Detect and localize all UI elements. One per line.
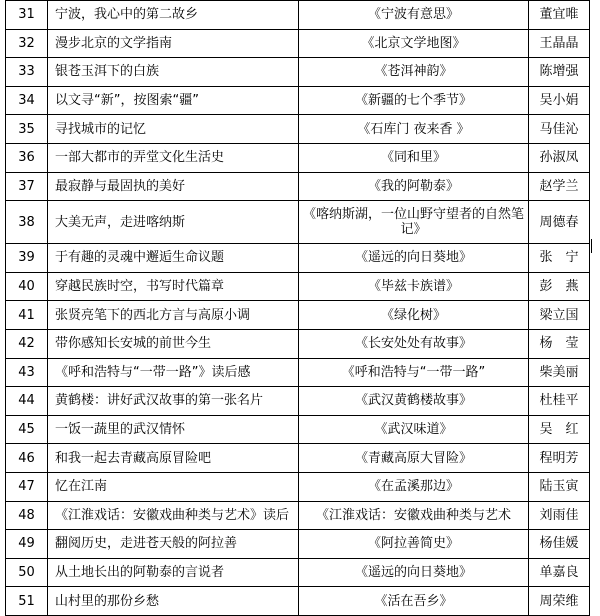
book-title: 《我的阿勒泰》	[299, 172, 529, 201]
table-row	[6, 1, 590, 30]
row-number: 32	[6, 29, 48, 58]
row-number: 34	[6, 86, 48, 115]
table-row	[6, 58, 590, 87]
table-row	[6, 172, 590, 201]
row-number: 31	[6, 1, 48, 30]
table-row	[6, 329, 590, 358]
essay-title: 忆在江南	[48, 472, 299, 501]
table-row	[6, 86, 590, 115]
essay-title: 漫步北京的文学指南	[48, 29, 299, 58]
table-row	[6, 587, 590, 616]
author-name: 陈增强	[529, 58, 590, 87]
table-row	[6, 415, 590, 444]
table-row	[6, 358, 590, 387]
essay-title: 山村里的那份乡愁	[48, 587, 299, 616]
essay-title: 翻阅历史，走进苍天般的阿拉善	[48, 530, 299, 559]
table-row	[6, 201, 590, 244]
author-name: 王晶晶	[529, 29, 590, 58]
table-row	[6, 301, 590, 330]
author-name: 杨 莹	[529, 329, 590, 358]
book-title: 《苍洱神韵》	[299, 58, 529, 87]
edge-marker	[591, 239, 592, 253]
book-title: 《遥远的向日葵地》	[299, 558, 529, 587]
row-number: 38	[6, 201, 48, 244]
essay-title: 以文寻“新”，按图索“疆”	[48, 86, 299, 115]
author-name: 杜桂平	[529, 387, 590, 416]
book-title: 《江淮戏话：安徽戏曲种类与艺术	[299, 501, 529, 530]
row-number: 49	[6, 530, 48, 559]
book-title: 《绿化树》	[299, 301, 529, 330]
table-row	[6, 29, 590, 58]
author-name: 赵学兰	[529, 172, 590, 201]
essay-title: 最寂静与最固执的美好	[48, 172, 299, 201]
essay-title: 从土地长出的阿勒泰的言说者	[48, 558, 299, 587]
book-title: 《新疆的七个季节》	[299, 86, 529, 115]
row-number: 51	[6, 587, 48, 616]
table-body	[6, 1, 590, 616]
book-title: 《石库门 夜来香 》	[299, 115, 529, 144]
author-name: 刘雨佳	[529, 501, 590, 530]
author-name: 董宜唯	[529, 1, 590, 30]
essay-title: 宁波，我心中的第二故乡	[48, 1, 299, 30]
essay-title: 大美无声，走进喀纳斯	[48, 201, 299, 244]
author-name: 孙淑凤	[529, 143, 590, 172]
essay-title: 一饭一蔬里的武汉情怀	[48, 415, 299, 444]
row-number: 46	[6, 444, 48, 473]
row-number: 33	[6, 58, 48, 87]
row-number: 35	[6, 115, 48, 144]
essay-title: 张贤亮笔下的西北方言与高原小调	[48, 301, 299, 330]
row-number: 40	[6, 272, 48, 301]
book-title: 《长安处处有故事》	[299, 329, 529, 358]
table-row	[6, 530, 590, 559]
author-name: 吴 红	[529, 415, 590, 444]
author-name: 柴美丽	[529, 358, 590, 387]
row-number: 37	[6, 172, 48, 201]
author-name: 吴小娟	[529, 86, 590, 115]
row-number: 44	[6, 387, 48, 416]
book-title: 《毕兹卡族谱》	[299, 272, 529, 301]
book-title: 《活在吾乡》	[299, 587, 529, 616]
row-number: 50	[6, 558, 48, 587]
author-name: 周荣维	[529, 587, 590, 616]
row-number: 45	[6, 415, 48, 444]
book-title: 《呼和浩特与“一带一路”	[299, 358, 529, 387]
essay-title: 寻找城市的记忆	[48, 115, 299, 144]
essay-title: 黄鹤楼：讲好武汉故事的第一张名片	[48, 387, 299, 416]
author-name: 陆玉寅	[529, 472, 590, 501]
author-name: 杨佳媛	[529, 530, 590, 559]
book-title: 《北京文学地图》	[299, 29, 529, 58]
author-name: 彭 燕	[529, 272, 590, 301]
row-number: 42	[6, 329, 48, 358]
row-number: 41	[6, 301, 48, 330]
row-number: 36	[6, 143, 48, 172]
essay-title: 和我一起去青藏高原冒险吧	[48, 444, 299, 473]
book-title: 《同和里》	[299, 143, 529, 172]
table-row	[6, 244, 590, 273]
row-number: 43	[6, 358, 48, 387]
table-row	[6, 387, 590, 416]
author-name: 程明芳	[529, 444, 590, 473]
essay-title: 于有趣的灵魂中邂逅生命议题	[48, 244, 299, 273]
book-title: 《青藏高原大冒险》	[299, 444, 529, 473]
reading-list-table	[5, 0, 590, 616]
book-title: 《遥远的向日葵地》	[299, 244, 529, 273]
book-title: 《阿拉善简史》	[299, 530, 529, 559]
row-number: 39	[6, 244, 48, 273]
reading-list-table-container	[5, 0, 587, 616]
author-name: 梁立国	[529, 301, 590, 330]
row-number: 48	[6, 501, 48, 530]
author-name: 马佳沁	[529, 115, 590, 144]
book-title: 《喀纳斯湖，一位山野守望者的自然笔记》	[299, 201, 529, 244]
author-name: 单嘉良	[529, 558, 590, 587]
essay-title: 银苍玉洱下的白族	[48, 58, 299, 87]
table-row	[6, 501, 590, 530]
essay-title: 带你感知长安城的前世今生	[48, 329, 299, 358]
author-name: 张 宁	[529, 244, 590, 273]
essay-title: 穿越民族时空，书写时代篇章	[48, 272, 299, 301]
essay-title: 《江淮戏话：安徽戏曲种类与艺术》读后	[48, 501, 299, 530]
table-row	[6, 444, 590, 473]
essay-title: 《呼和浩特与“一带一路”》读后感	[48, 358, 299, 387]
table-row	[6, 472, 590, 501]
author-name: 周德春	[529, 201, 590, 244]
book-title: 《在孟溪那边》	[299, 472, 529, 501]
row-number: 47	[6, 472, 48, 501]
table-row	[6, 143, 590, 172]
book-title: 《宁波有意思》	[299, 1, 529, 30]
table-row	[6, 115, 590, 144]
essay-title: 一部大都市的弄堂文化生活史	[48, 143, 299, 172]
book-title: 《武汉黄鹤楼故事》	[299, 387, 529, 416]
book-title: 《武汉味道》	[299, 415, 529, 444]
table-row	[6, 558, 590, 587]
table-row	[6, 272, 590, 301]
